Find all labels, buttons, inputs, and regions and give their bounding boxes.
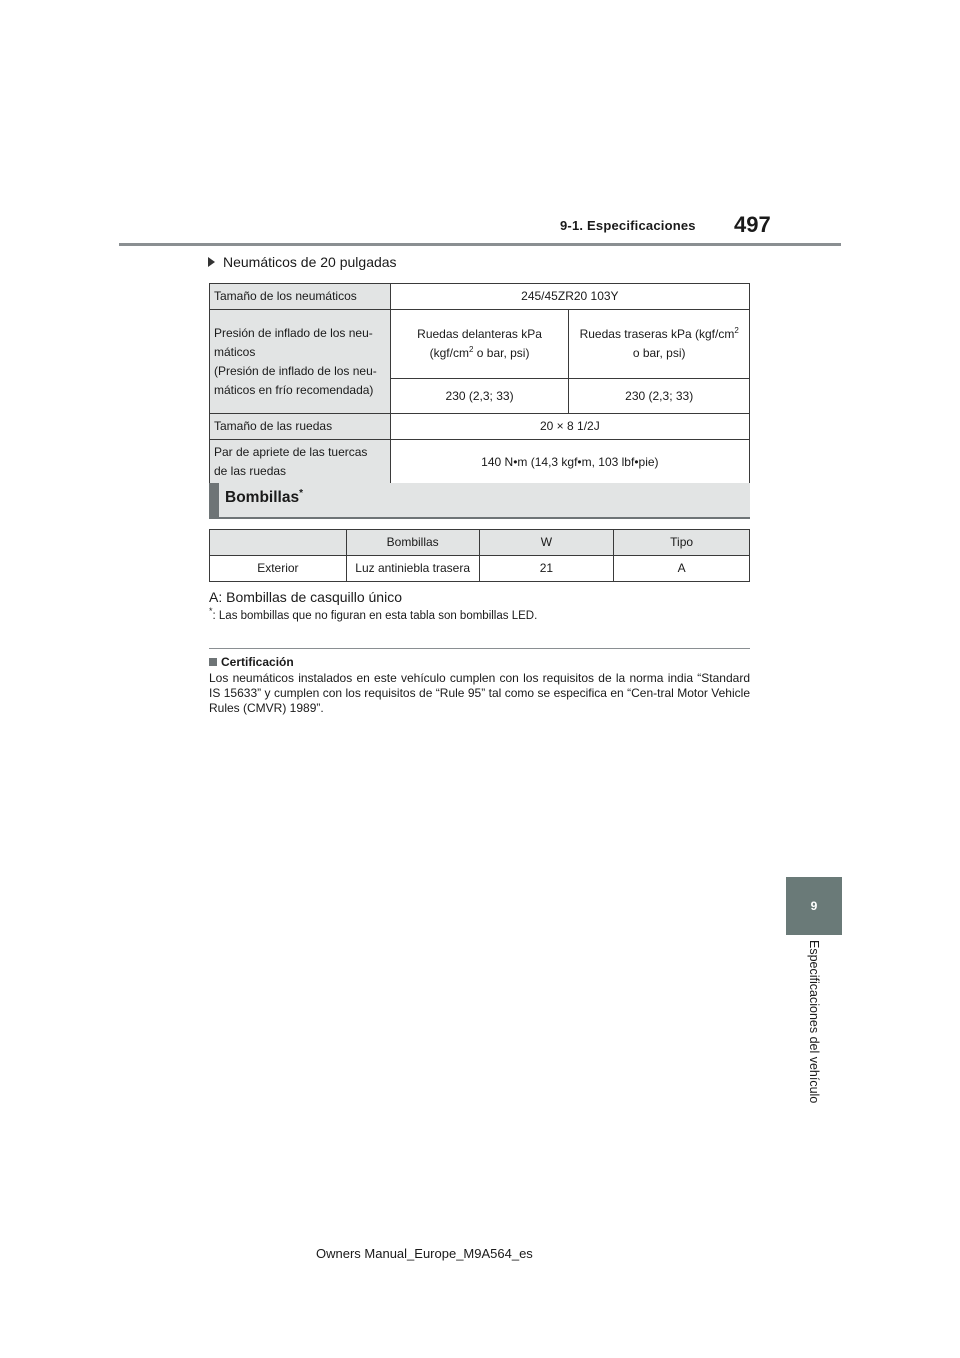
footer-text: Owners Manual_Europe_M9A564_es [316,1246,533,1261]
chapter-title: Especificaciones del vehículo [807,940,821,1104]
tyre-spec-table [209,283,750,485]
torque-value: 140 N•m (14,3 kgf•m, 103 lbf•pie) [390,440,749,485]
table-cell: Exterior [210,556,347,582]
header-rule [119,243,841,246]
table-header-row [210,530,750,556]
table-row [210,310,750,379]
bulbs-heading-mark: * [299,487,303,499]
chapter-number: 9 [810,899,818,913]
pressure-label: Presión de inflado de los neu- máticos (Presión de inflado de los neu- máticos en frío recomendada) [210,310,391,414]
tyre-size-label: Tamaño de los neumáticos [210,284,391,310]
rear-pressure-value: 230 (2,3; 33) [569,379,750,414]
footnote-mark: * [209,606,213,617]
front-pressure-header: Ruedas delanteras kPa ($kgf/cm^2$ o bar, psi) [390,310,569,379]
heading-accent-bar [209,483,219,519]
column-header: W [479,530,614,556]
section-label: 9-1. Especificaciones [560,218,696,233]
table-row [210,440,750,485]
certification-body: Los neumáticos instalados en este vehículo cumplen con los requisitos de la norma india “Standard IS 15633” y cumplen con los requisitos de “Rule 95” tal como se especifica en “Cen-tral Motor Vehicle Rules (CMVR) 1989”. [209,671,750,715]
column-header: Tipo [614,530,750,556]
bulbs-heading [209,483,750,519]
footnote [209,606,538,622]
front-pressure-value: 230 (2,3; 33) [390,379,569,414]
certification-rule [209,648,750,649]
wheel-size-value: 20 × 8 1/2J [390,414,749,440]
certification-heading-text: Certificación [221,655,294,669]
triangle-bullet-icon [208,257,215,267]
torque-label: Par de apriete de las tuercas de las ruedas [210,440,391,485]
square-bullet-icon [209,658,217,666]
bulbs-heading-text: Bombillas [225,489,300,506]
table-row [210,414,750,440]
table-row [210,556,750,582]
bulb-type-note: A: Bombillas de casquillo único [209,589,402,605]
bulbs-table [209,529,750,582]
rear-pressure-header: Ruedas traseras kPa ($kgf/cm^2$ o bar, psi) [569,310,750,379]
column-header [210,530,347,556]
footnote-text: : Las bombillas que no figuran en esta tabla son bombillas LED. [212,610,538,622]
chapter-tab [786,877,842,935]
tyre-subheading [208,254,397,270]
table-cell: Luz antiniebla trasera [346,556,479,582]
page-number: 497 [734,212,771,237]
wheel-size-label: Tamaño de las ruedas [210,414,391,440]
certification-heading [209,655,294,669]
tyre-subheading-text: Neumáticos de 20 pulgadas [223,254,397,270]
column-header: Bombillas [346,530,479,556]
table-cell: A [614,556,750,582]
table-cell: 21 [479,556,614,582]
tyre-size-value: 245/45ZR20 103Y [390,284,749,310]
table-row [210,284,750,310]
